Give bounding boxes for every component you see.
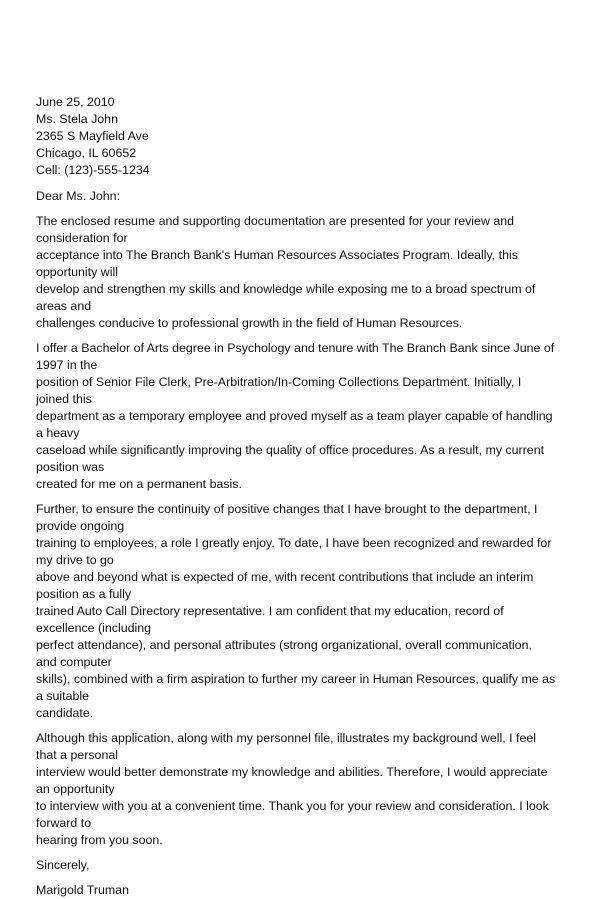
recipient-phone: Cell: (123)-555-1234 — [36, 163, 150, 177]
address-city: Chicago, IL 60652 — [36, 146, 137, 160]
paragraph-achievements: Further, to ensure the continuity of positive changes that I have brought to the department, I provide ongoing training to employees, a role I greatly enjoy. To date, I have been recognized and rewarded for my drive to go above and beyond what is expected of me, with recent contributions that include an interim position as a fully trained Auto Call Directory representative. I am confident that my education, record of excellence (including perfect attendance), and personal attributes (strong organizational, overall communication, and computer skills), combined with a firm aspiration to further my career in Human Resources, qualify me as a suitable candidate. — [36, 502, 556, 720]
paragraph-background: I offer a Bachelor of Arts degree in Psychology and tenure with The Branch Bank since June of 1997 in the position of Senior File Clerk, Pre-Arbitration/In-Coming Collections Department. Initially, I joined this department as a temporary employee and proved myself as a team player capable of handling a heavy caseload while significantly improving the quality of office procedures. As a result, my current position was created for me on a permanent basis. — [36, 341, 555, 491]
address-street: 2365 S Mayfield Ave — [36, 129, 149, 143]
letter-body — [36, 94, 556, 899]
paragraph-intro: The enclosed resume and supporting documentation are presented for your review and consideration for acceptance into The Branch Bank's Human Resources Associates Program. Ideally, this opportunity will develop and strengthen my skills and knowledge while exposing me to a broad spectrum of areas and challenges conducive to professional growth in the field of Human Resources. — [36, 214, 536, 330]
paragraph-closing: Although this application, along with my personnel file, illustrates my background well, I feel that a personal interview would better demonstrate my knowledge and abilities. Therefore, I would appreciate an opportunity to interview with you at a convenient time. Thank you for your review and consideration. I look forward to hearing from you soon. — [36, 731, 549, 847]
letter-date: June 25, 2010 — [36, 95, 115, 109]
letter-header — [36, 94, 556, 179]
salutation: Dear Ms. John: — [36, 189, 121, 203]
signature-name: Marigold Truman — [36, 883, 129, 897]
recipient-name: Ms. Stela John — [36, 112, 118, 126]
complimentary-close: Sincerely, — [36, 858, 90, 872]
